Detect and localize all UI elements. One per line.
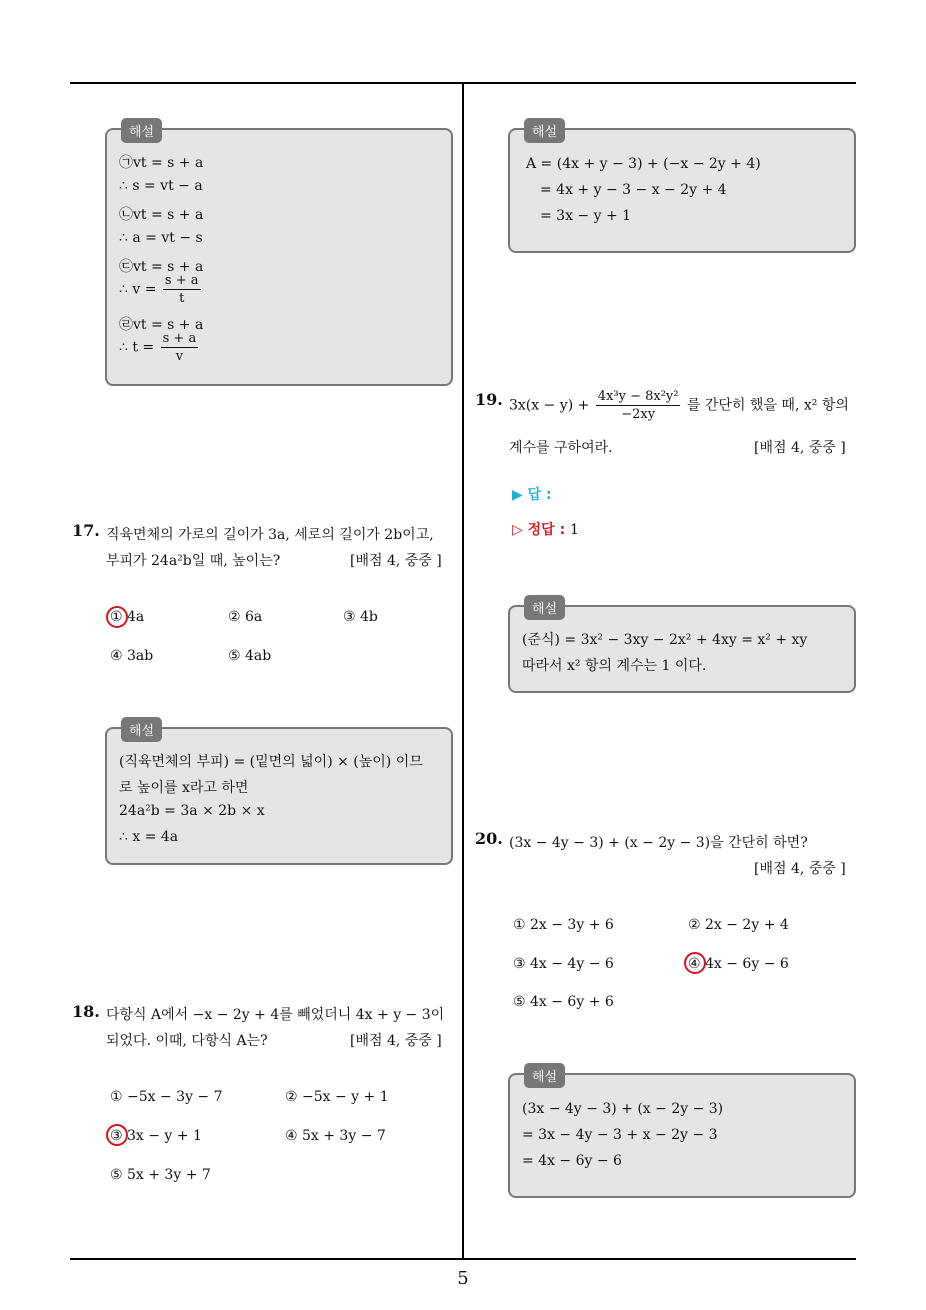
- solution-line: ∴ s = vt − a: [119, 178, 203, 194]
- question-text: 부피가 24a²b일 때, 높이는?: [106, 553, 281, 569]
- solution-tag: 해설: [524, 1063, 565, 1088]
- choice-3[interactable]: ③ 4x − 4y − 6: [513, 956, 614, 972]
- question-text: (3x − 4y − 3) + (x − 2y − 3)을 간단히 하면?: [509, 835, 808, 851]
- choice-1[interactable]: ① 4a: [110, 609, 145, 625]
- choice-4[interactable]: ④ 3ab: [110, 648, 154, 664]
- bottom-rule: [70, 1258, 856, 1260]
- solution-line: ㉠vt = s + a: [119, 155, 204, 171]
- choice-5[interactable]: ⑤ 5x + 3y + 7: [110, 1167, 211, 1183]
- fraction-numerator: s + a: [162, 331, 197, 346]
- fraction-prefix: ∴ t =: [119, 339, 155, 356]
- solution-tag: 해설: [121, 717, 162, 742]
- solution-line: 따라서 x² 항의 계수는 1 이다.: [522, 658, 707, 674]
- choice-2[interactable]: ② −5x − y + 1: [285, 1089, 389, 1105]
- fraction: [161, 330, 199, 365]
- solution-line: (준식) = 3x² − 3xy − 2x² + 4xy = x² + xy: [522, 632, 808, 648]
- choice-3[interactable]: ③ 3x − y + 1: [110, 1128, 202, 1144]
- answer-circle-mark: [106, 1124, 128, 1146]
- question-meta: [배점 4, 중중 ]: [350, 1033, 442, 1049]
- solution-box-19: [508, 602, 856, 693]
- solution-line: = 3x − y + 1: [540, 208, 632, 224]
- solution-box-17: [105, 724, 453, 865]
- solution-line: = 4x − 6y − 6: [522, 1153, 622, 1169]
- solution-line: ∴ x = 4a: [119, 829, 179, 845]
- question-number: 20.: [475, 829, 503, 848]
- solution-line: ㉡vt = s + a: [119, 207, 204, 223]
- fraction: [163, 272, 201, 307]
- fraction-numerator: s + a: [164, 273, 199, 288]
- choice-2[interactable]: ② 6a: [228, 609, 263, 625]
- solution-line: (직육면체의 부피) = (밑면의 넓이) × (높이) 이므: [119, 754, 423, 770]
- fraction-denominator: −2xy: [621, 407, 656, 422]
- fraction: [596, 388, 681, 423]
- choice-4[interactable]: ④ 5x + 3y − 7: [285, 1128, 386, 1144]
- solution-line: 24a²b = 3a × 2b × x: [119, 803, 265, 819]
- correct-answer-label: ▷ 정답 :: [512, 522, 566, 538]
- solution-line: = 3x − 4y − 3 + x − 2y − 3: [522, 1127, 718, 1143]
- answer-circle-mark: [106, 606, 128, 628]
- answer-label: ▶ 답 :: [512, 487, 552, 503]
- solution-line: ㉢vt = s + a: [119, 259, 204, 275]
- solution-tag: 해설: [524, 118, 565, 143]
- correct-answer-value: 1: [570, 522, 579, 538]
- question-meta: [배점 4, 중중 ]: [754, 440, 846, 456]
- solution-box-18: [508, 125, 856, 253]
- question-text: 다항식 A에서 −x − 2y + 4를 빼었더니 4x + y − 3이: [106, 1007, 445, 1023]
- solution-fraction-line: [119, 330, 200, 365]
- question-number: 18.: [72, 1002, 100, 1021]
- question-text: [509, 388, 849, 423]
- question-number: 19.: [475, 390, 503, 409]
- solution-box-16: [105, 125, 453, 386]
- page-number: 5: [457, 1268, 469, 1289]
- question-text: 계수를 구하여라.: [509, 440, 613, 456]
- solution-line: 로 높이를 x라고 하면: [119, 780, 249, 796]
- choice-3[interactable]: ③ 4b: [343, 609, 378, 625]
- column-divider: [462, 83, 464, 1259]
- solution-line: = 4x + y − 3 − x − 2y + 4: [540, 182, 727, 198]
- question-number: 17.: [72, 521, 100, 540]
- solution-line: A = (4x + y − 3) + (−x − 2y + 4): [526, 156, 761, 172]
- correct-answer: [512, 519, 579, 539]
- solution-tag: 해설: [524, 595, 565, 620]
- choice-5[interactable]: ⑤ 4x − 6y + 6: [513, 994, 614, 1010]
- fraction-denominator: v: [175, 349, 184, 364]
- solution-line: (3x − 4y − 3) + (x − 2y − 3): [522, 1101, 724, 1117]
- question-expression: 3x(x − y) +: [509, 397, 590, 414]
- choice-2[interactable]: ② 2x − 2y + 4: [688, 917, 789, 933]
- solution-line: ∴ a = vt − s: [119, 230, 203, 246]
- question-meta: [배점 4, 중중 ]: [754, 861, 846, 877]
- fraction-denominator: t: [179, 291, 185, 306]
- choice-1[interactable]: ① 2x − 3y + 6: [513, 917, 614, 933]
- solution-fraction-line: [119, 272, 203, 307]
- choice-5[interactable]: ⑤ 4ab: [228, 648, 272, 664]
- solution-box-20: [508, 1070, 856, 1198]
- choice-1[interactable]: ① −5x − 3y − 7: [110, 1089, 223, 1105]
- question-meta: [배점 4, 중중 ]: [350, 553, 442, 569]
- question-text: 되었다. 이때, 다항식 A는?: [106, 1033, 268, 1049]
- question-text: 직육면체의 가로의 길이가 3a, 세로의 길이가 2b이고,: [106, 527, 434, 543]
- question-suffix: 를 간단히 했을 때, x² 항의: [686, 397, 849, 414]
- choice-4[interactable]: ④ 4x − 6y − 6: [688, 956, 789, 972]
- solution-line: ㉣vt = s + a: [119, 317, 204, 333]
- fraction-prefix: ∴ v =: [119, 281, 157, 298]
- answer-circle-mark: [684, 952, 706, 974]
- fraction-numerator: 4x³y − 8x²y²: [597, 389, 679, 404]
- solution-tag: 해설: [121, 118, 162, 143]
